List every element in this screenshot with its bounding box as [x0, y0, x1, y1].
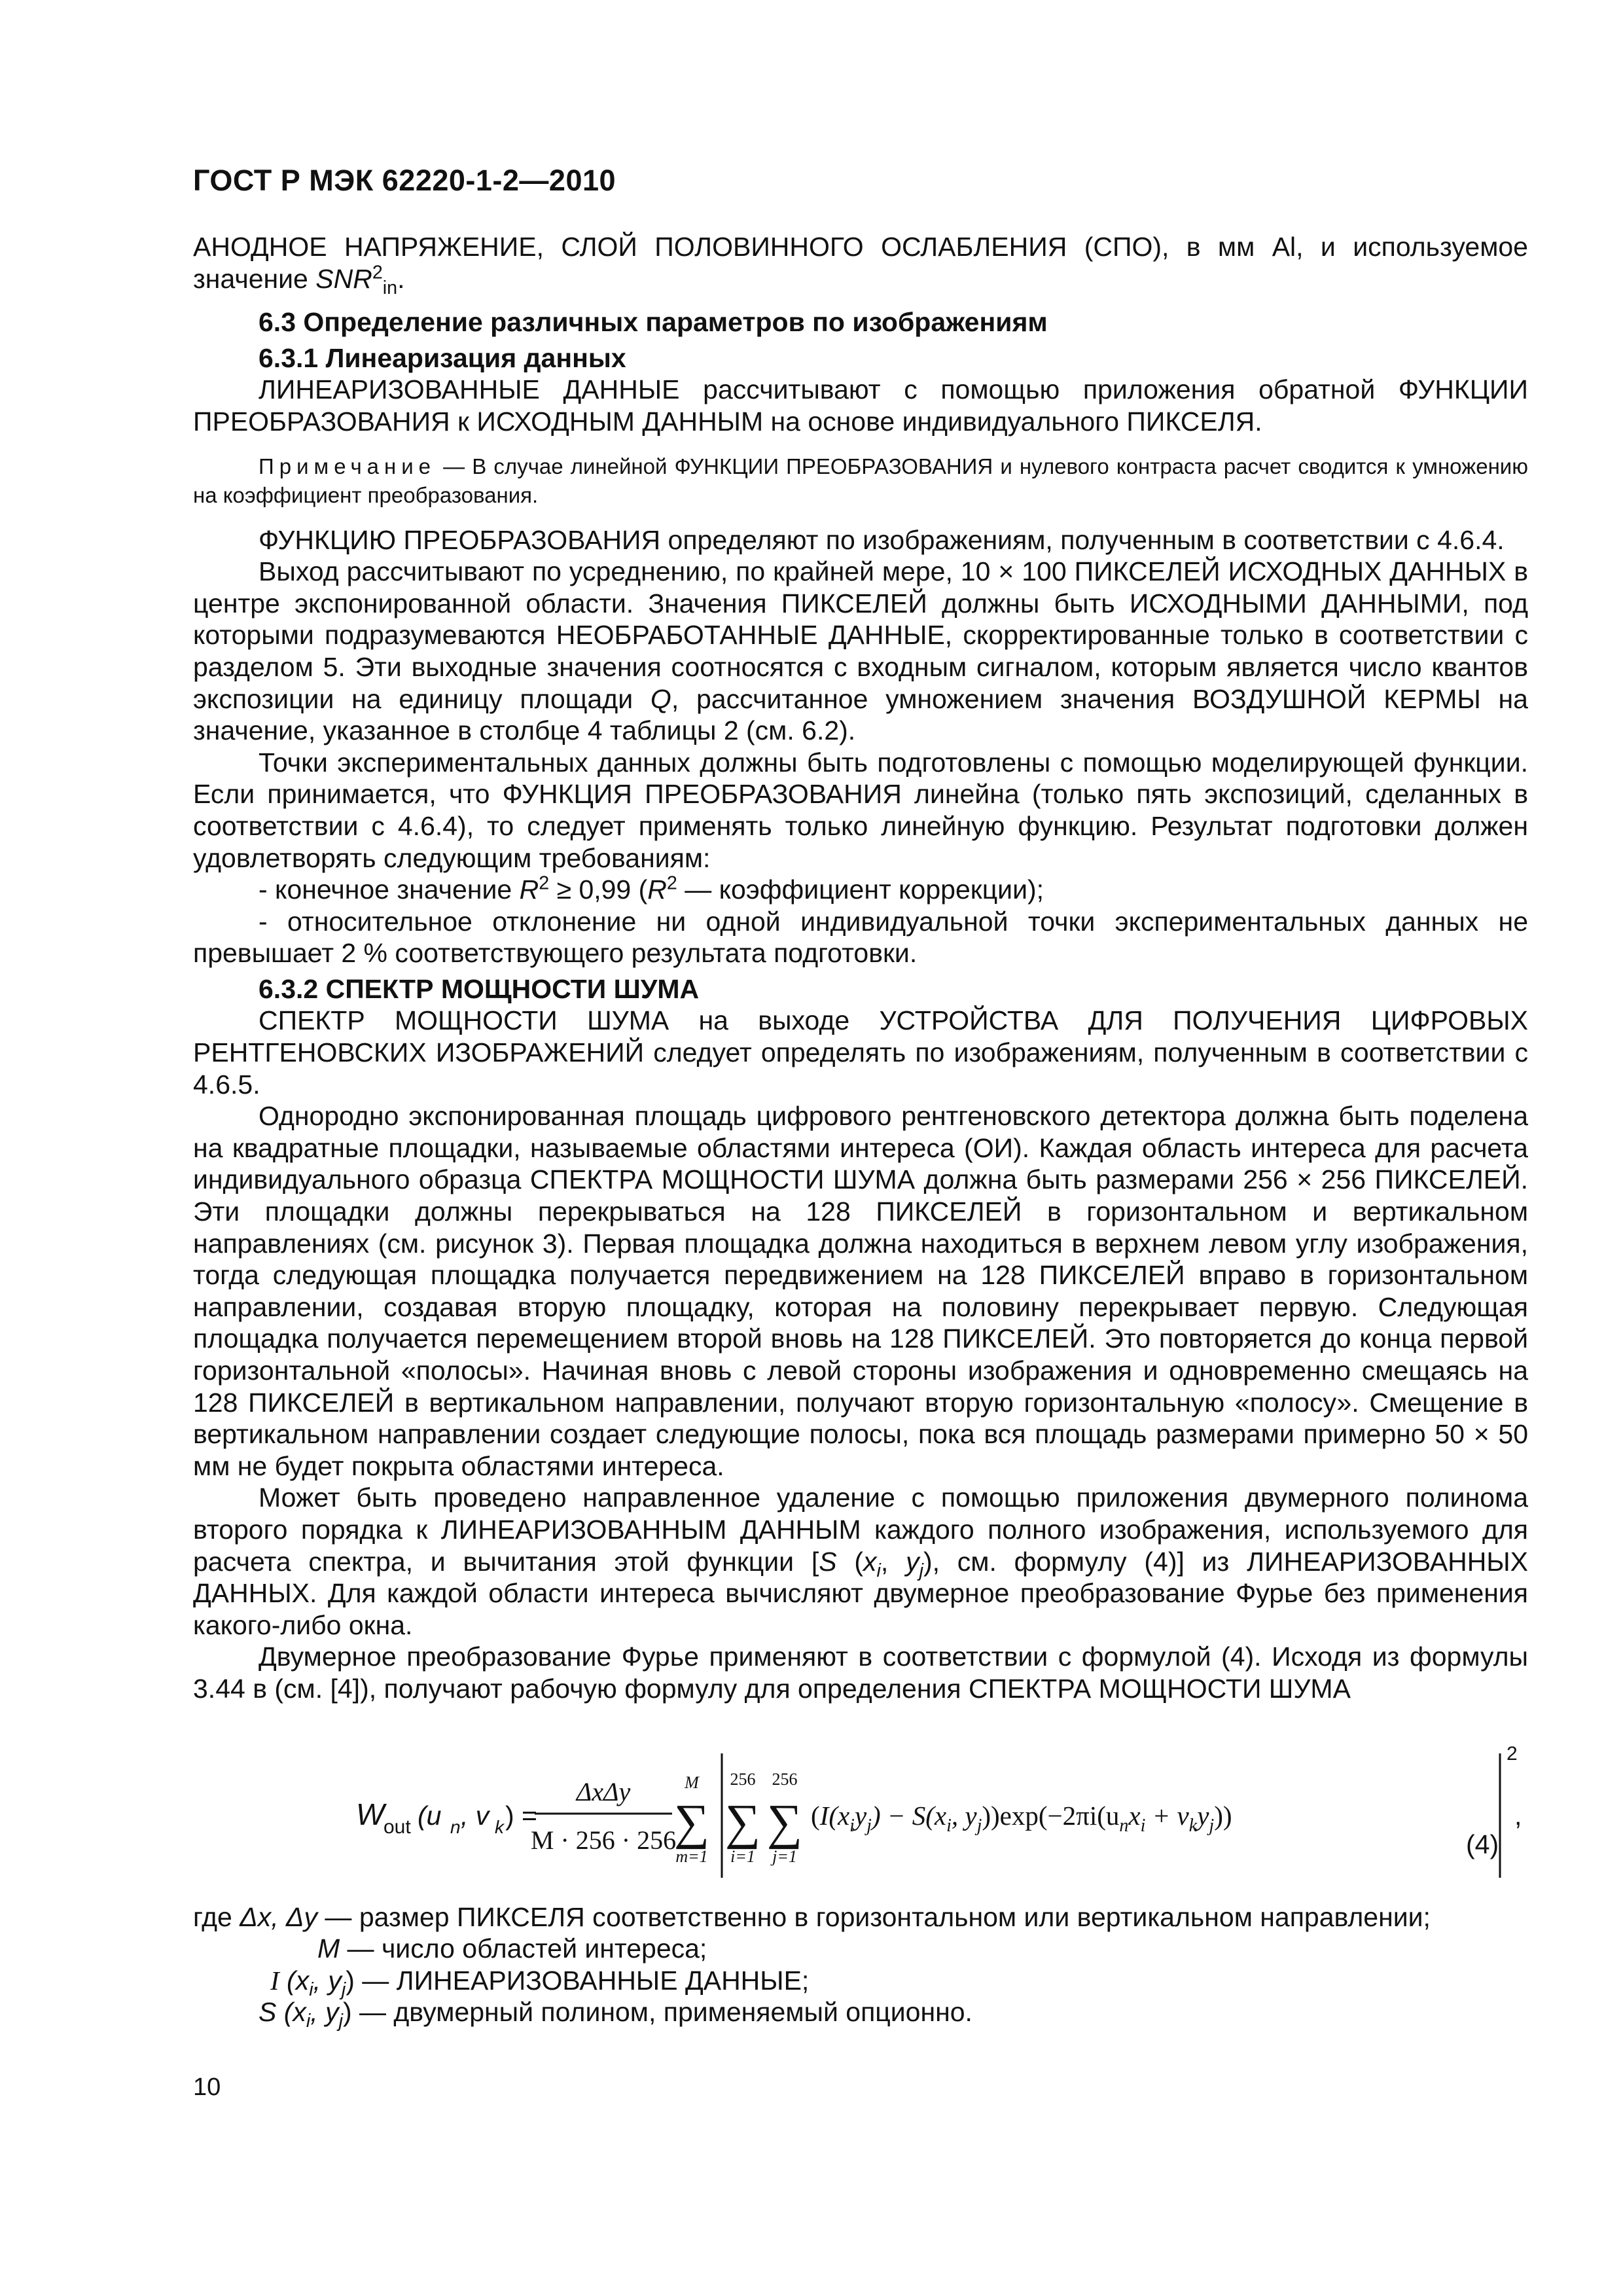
list-item-2: - относительное отклонение ни одной индивидуальной точки экспериментальных данных не превышает 2 % соответствующего результата подготовки. — [193, 906, 1528, 969]
formula-sum1-bottom: m=1 — [675, 1846, 708, 1866]
formula-4 — [193, 1709, 1528, 1899]
formula-trailing-comma: , — [1514, 1800, 1522, 1831]
formula-denominator: M · 256 · 256 — [530, 1825, 677, 1855]
paragraph-points: Точки экспериментальных данных должны быть подготовлены с помощью моделирующей функции. Если принимается, что ФУНКЦИЯ ПРЕОБРАЗОВАНИЯ линейна (только пять экспозиций, сделанных в соответствии с 4.6.4), то следует применять только линейную функцию. Результат подготовки должен удовлетворять следующим требованиям: — [193, 747, 1528, 873]
formula-4-graphic — [193, 1709, 1528, 1899]
heading-6-3: 6.3 Определение различных параметров по изображениям — [259, 307, 1048, 338]
formula-lhs-w: W — [356, 1797, 385, 1831]
paragraph-trend: Может быть проведено направленное удаление с помощью приложения двумерного полинома второго порядка к ЛИНЕАРИЗОВАННЫМ ДАННЫМ каждого полного изображения, используемого для расчета спектра, и вычитания этой функции [S ($x_i$, $y_j$), см. формулу (4)] из ЛИНЕАРИЗОВАННЫХ ДАННЫХ. Для каждой области интереса вычисляют двумерное преобразование Фурье без применения какого-либо окна. — [193, 1482, 1528, 1640]
heading-6-3-1: 6.3.1 Линеаризация данных — [259, 342, 626, 373]
formula-sum3-top: 256 — [772, 1769, 798, 1789]
formula-sum1-sigma: ∑ — [673, 1794, 710, 1850]
heading-6-3-2: 6.3.2 СПЕКТР МОЩНОСТИ ШУМА — [259, 973, 700, 1004]
paragraph-output: Выход рассчитывают по усреднению, по крайней мере, 10 × 100 ПИКСЕЛЕЙ ИСХОДНЫХ ДАННЫХ в центре экспонированной области. Значения ПИКСЕЛЕЙ должны быть ИСХОДНЫМИ ДАННЫМИ, под которыми подразумеваются НЕОБРАБОТАННЫЕ ДАННЫЕ, скорректированные только в соответствии с разделом 5. Эти выходные значения соотносятся с входным сигналом, которым является число квантов экспозиции на единицу площади Q, рассчитанное умножением значения ВОЗДУШНОЙ КЕРМЫ на значение, указанное в столбце 4 таблицы 2 (см. 6.2). — [193, 556, 1528, 746]
formula-numerator: ΔxΔy — [576, 1776, 631, 1806]
formula-lhs-comma: , v — [461, 1800, 490, 1831]
formula-legend — [193, 1901, 1528, 2032]
paragraph-nps: СПЕКТР МОЩНОСТИ ШУМА на выходе УСТРОЙСТВА ДЛЯ ПОЛУЧЕНИЯ ЦИФРОВЫХ РЕНТГЕНОВСКИХ ИЗОБРАЖЕНИЙ следует определять по изображениям, полученным в соответствии с 4.6.5. — [193, 1005, 1528, 1100]
page-number: 10 — [193, 2073, 221, 2101]
formula-number: (4) — [1466, 1829, 1499, 1859]
note-label: Примечание — [259, 454, 437, 478]
legend-s: S ($x_i$, $y_j$) — двумерный полином, применяемый опционно. — [259, 1997, 972, 2032]
note: Примечание — В случае линейной ФУНКЦИИ ПРЕОБРАЗОВАНИЯ и нулевого контраста расчет сводится к умножению на коэффициент преобразования. — [193, 454, 1528, 507]
list-item-1: - конечное значение $R^2 \ge 0,99$ ($R^2$ — коэффициент коррекции); — [259, 872, 1044, 905]
paragraph-roi: Однородно экспонированная площадь цифрового рентгеновского детектора должна быть поделена на квадратные площадки, называемые областями интереса (ОИ). Каждая область интереса для расчета индивидуального образца СПЕКТРА МОЩНОСТИ ШУМА должна быть размерами 256 × 256 ПИКСЕЛЕЙ. Эти площадки должны перекрываться на 128 ПИКСЕЛЕЙ в горизонтальном и вертикальном направлениях (см. рисунок 3). Первая площадка должна находиться в верхнем левом углу изображения, тогда следующая площадка получается передвижением на 128 ПИКСЕЛЕЙ вправо в горизонтальном направлении, создавая вторую площадку, которая на половину перекрывает первую. Следующая площадка получается перемещением второй вновь на 128 ПИКСЕЛЕЙ. Это повторяется до конца первой горизонтальной «полосы». Начиная вновь с левой стороны изображения и одновременно смещаясь на 128 ПИКСЕЛЕЙ в вертикальном направлении, получают вторую горизонтальную «полосу». Смещение в вертикальном направлении создает следующие полосы, пока вся площадь размерами примерно 50 × 50 мм не будет покрыта областями интереса. — [193, 1101, 1528, 1481]
standard-code-header: ГОСТ Р МЭК 62220-1-2—2010 — [193, 164, 616, 197]
legend-i: I ($x_i$, $y_j$) — ЛИНЕАРИЗОВАННЫЕ ДАННЫЕ; — [270, 1965, 810, 2000]
legend-delta: где Δx, Δy — размер ПИКСЕЛЯ соответственно в горизонтальном или вертикальном направлении; — [193, 1901, 1431, 1932]
formula-lhs-n: n — [450, 1816, 461, 1837]
paragraph-linearized: ЛИНЕАРИЗОВАННЫЕ ДАННЫЕ рассчитывают с помощью приложения обратной ФУНКЦИИ ПРЕОБРАЗОВАНИЯ к ИСХОДНЫМ ДАННЫМ на основе индивидуального ПИКСЕЛЯ. — [193, 374, 1528, 437]
formula-sum1-top: M — [685, 1772, 699, 1792]
formula-sum3-sigma: ∑ — [766, 1794, 803, 1850]
formula-power: 2 — [1507, 1742, 1518, 1765]
paragraph-intro: АНОДНОЕ НАПРЯЖЕНИЕ, СЛОЙ ПОЛОВИННОГО ОСЛАБЛЕНИЯ (СПО), в мм Al, и используемое значение $SNR^2_{in}$. — [193, 232, 1528, 298]
paragraph-function: ФУНКЦИЮ ПРЕОБРАЗОВАНИЯ определяют по изображениям, полученным в соответствии с 4.6.4. — [259, 524, 1505, 555]
formula-sum2-sigma: ∑ — [724, 1794, 761, 1850]
formula-lhs-out: out — [383, 1816, 411, 1838]
formula-sum2-bottom: i=1 — [730, 1846, 755, 1866]
formula-lhs-args: (u — [418, 1800, 442, 1831]
document-body — [193, 231, 1528, 2032]
paragraph-fourier: Двумерное преобразование Фурье применяют в соответствии с формулой (4). Исходя из формулы 3.44 в (см. [4]), получают рабочую формулу для определения СПЕКТРА МОЩНОСТИ ШУМА — [193, 1641, 1528, 1704]
formula-lhs-k: k — [495, 1816, 504, 1837]
legend-m: M — число областей интереса; — [317, 1933, 707, 1964]
formula-sum2-top: 256 — [730, 1769, 756, 1789]
formula-body: ($I(x_iy_j) - S(x_i$, $y_j))\exp(-2\pi i(u_nx_i + v_ky_j))$ — [811, 1800, 1232, 1836]
formula-lhs-close: ) = — [505, 1800, 537, 1831]
formula-sum3-bottom: j=1 — [772, 1846, 797, 1866]
